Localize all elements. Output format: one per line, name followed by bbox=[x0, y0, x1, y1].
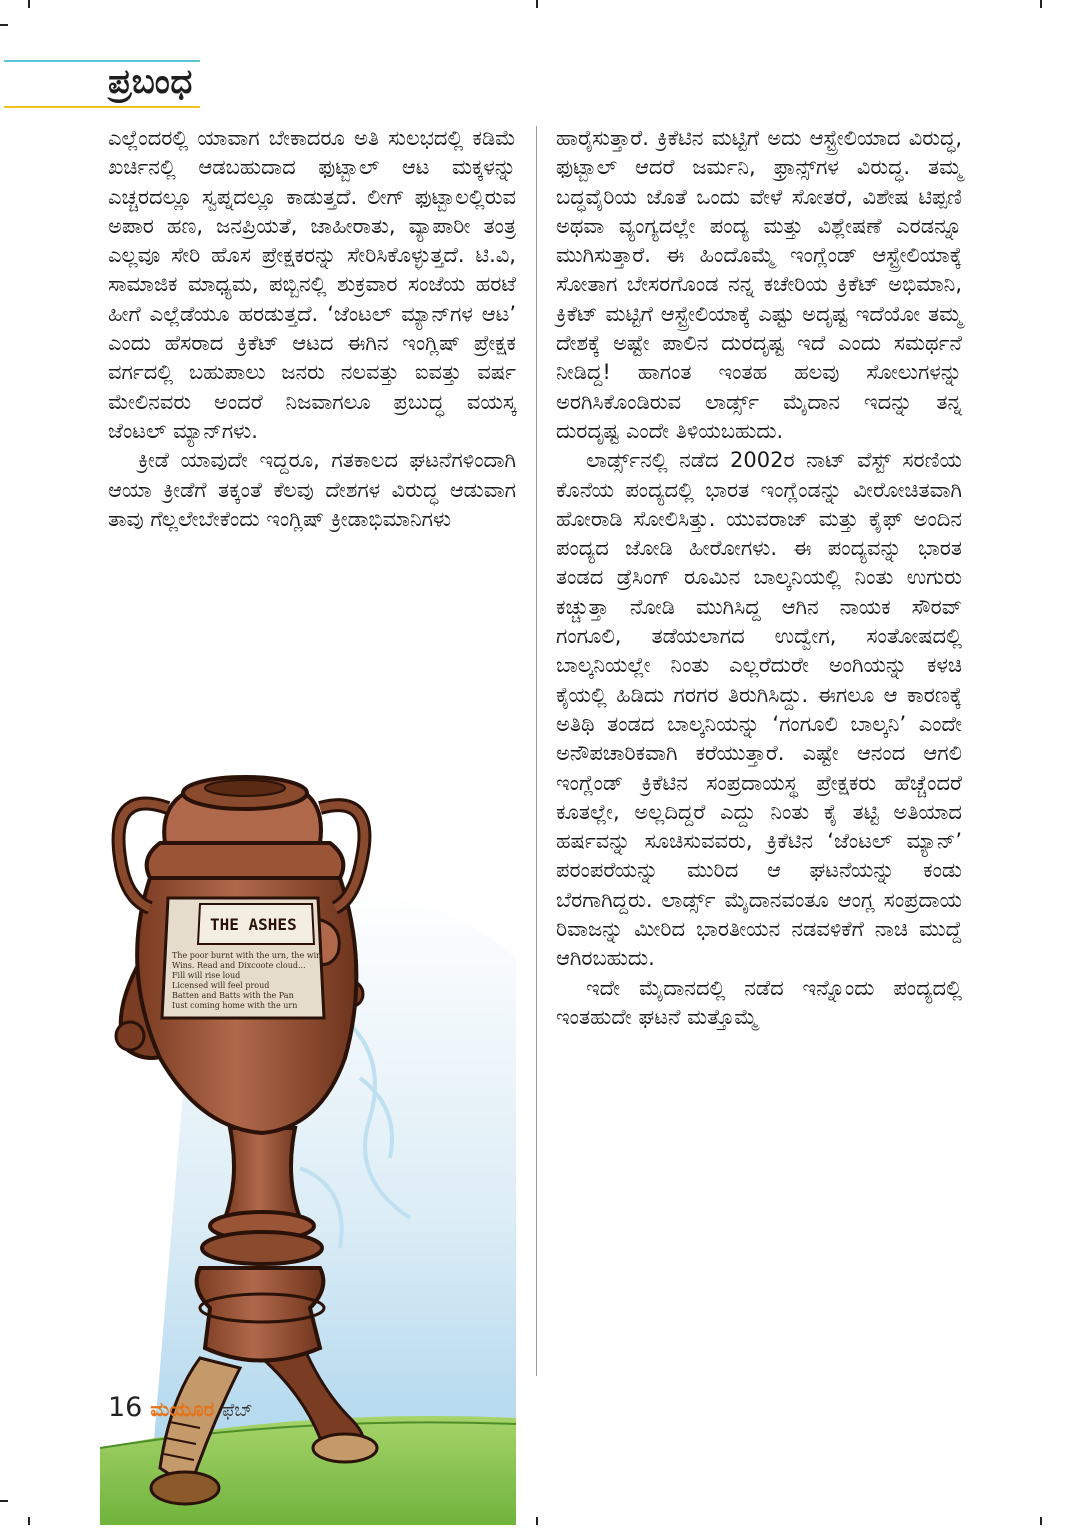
crop-mark bbox=[1040, 0, 1042, 8]
crop-mark bbox=[1040, 1517, 1042, 1525]
article-column-left bbox=[108, 124, 516, 534]
paragraph: ಹಾರೈಸುತ್ತಾರೆ. ಕ್ರಿಕೆಟಿನ ಮಟ್ಟಿಗೆ ಅದು ಆಸ್ಟ್ರೇಲಿಯಾದ ವಿರುದ್ಧ, ಫುಟ್ಬಾಲ್ ಆದರೆ ಜರ್ಮನಿ, ಫ್ರಾನ್ಸ್‌ಗಳ ವಿರುದ್ಧ. ತಮ್ಮ ಬದ್ಧವೈರಿಯ ಜೊತೆ ಒಂದು ವೇಳೆ ಸೋತರೆ, ವಿಶೇಷ ಟಿಪ್ಪಣಿ ಅಥವಾ ವ್ಯಂಗ್ಯದಲ್ಲೇ ಪಂದ್ಯ ಮತ್ತು ವಿಶ್ಲೇಷಣೆ ಎರಡನ್ನೂ ಮುಗಿಸುತ್ತಾರೆ. ಈ ಹಿಂದೊಮ್ಮೆ ಇಂಗ್ಲೆಂಡ್ ಆಸ್ಟ್ರೇಲಿಯಾಕ್ಕೆ ಸೋತಾಗ ಬೇಸರಗೊಂಡ ನನ್ನ ಕಚೇರಿಯ ಕ್ರಿಕೆಟ್ ಅಭಿಮಾನಿ, ಕ್ರಿಕೆಟ್ ಮಟ್ಟಿಗೆ ಆಸ್ಟ್ರೇಲಿಯಾಕ್ಕೆ ಎಷ್ಟು ಅದೃಷ್ಟ ಇದೆಯೋ ತಮ್ಮ ದೇಶಕ್ಕೆ ಅಷ್ಟೇ ಪಾಲಿನ ದುರದೃಷ್ಟ ಇದೆ ಎಂದು ಸಮರ್ಥನೆ ನೀಡಿದ್ದ! ಹಾಗಂತ ಇಂತಹ ಹಲವು ಸೋಲುಗಳನ್ನು ಅರಗಿಸಿಕೊಂಡಿರುವ ಲಾರ್ಡ್ಸ್ ಮೈದಾನ ಇದನ್ನು ತನ್ನ ದುರದೃಷ್ಟ ಎಂದೇ ತಿಳಿಯಬಹುದು. bbox=[556, 126, 962, 443]
crop-mark bbox=[28, 0, 30, 8]
crop-mark bbox=[0, 24, 8, 26]
article-column-right bbox=[556, 124, 962, 1032]
paragraph: ಎಲ್ಲೆಂದರಲ್ಲಿ ಯಾವಾಗ ಬೇಕಾದರೂ ಅತಿ ಸುಲಭದಲ್ಲಿ ಕಡಿಮೆ ಖರ್ಚಿನಲ್ಲಿ ಆಡಬಹುದಾದ ಫುಟ್ಬಾಲ್ ಆಟ ಮಕ್ಕಳನ್ನು ಎಚ್ಚರದಲ್ಲೂ ಸ್ವಪ್ನದಲ್ಲೂ ಕಾಡುತ್ತದೆ. ಲೀಗ್ ಫುಟ್ಬಾಲಲ್ಲಿರುವ ಅಪಾರ ಹಣ, ಜನಪ್ರಿಯತೆ, ಜಾಹೀರಾತು, ವ್ಯಾಪಾರೀ ತಂತ್ರ ಎಲ್ಲವೂ ಸೇರಿ ಹೊಸ ಪ್ರೇಕ್ಷಕರನ್ನು ಸೇರಿಸಿಕೊಳ್ಳುತ್ತದೆ. ಟಿ.ವಿ, ಸಾಮಾಜಿಕ ಮಾಧ್ಯಮ, ಪಬ್ಬಿನಲ್ಲಿ ಶುಕ್ರವಾರ ಸಂಜೆಯ ಹರಟೆ ಹೀಗೆ ಎಲ್ಲೆಡೆಯೂ ಹರಡುತ್ತದೆ. ‘ಜೆಂಟಲ್ ಮ್ಯಾನ್‌ಗಳ ಆಟ’ ಎಂದು ಹೆಸರಾದ ಕ್ರಿಕೆಟ್ ಆಟದ ಈಗಿನ ಇಂಗ್ಲಿಷ್ ಪ್ರೇಕ್ಷಕ ವರ್ಗದಲ್ಲಿ ಬಹುಪಾಲು ಜನರು ನಲವತ್ತು ಐವತ್ತು ವರ್ಷ ಮೇಲಿನವರು ಅಂದರೆ ನಿಜವಾಗಲೂ ಪ್ರಬುದ್ಧ ವಯಸ್ಕ ಜೆಂಟಲ್ ಮ್ಯಾನ್‌ಗಳು. bbox=[108, 126, 516, 443]
paragraph: ಲಾರ್ಡ್ಸ್‌ನಲ್ಲಿ ನಡೆದ 2002ರ ನಾಟ್ ವೆಸ್ಟ್ ಸರಣಿಯ ಕೊನೆಯ ಪಂದ್ಯದಲ್ಲಿ ಭಾರತ ಇಂಗ್ಲೆಂಡನ್ನು ವೀರೋಚಿತವಾಗಿ ಹೋರಾಡಿ ಸೋಲಿಸಿತ್ತು. ಯುವರಾಜ್ ಮತ್ತು ಕೈಫ್ ಅಂದಿನ ಪಂದ್ಯದ ಜೋಡಿ ಹೀರೋಗಳು. ಈ ಪಂದ್ಯವನ್ನು ಭಾರತ ತಂಡದ ಡ್ರೆಸಿಂಗ್ ರೂಮಿನ ಬಾಲ್ಕನಿಯಲ್ಲಿ ನಿಂತು ಉಗುರು ಕಚ್ಚುತ್ತಾ ನೋಡಿ ಮುಗಿಸಿದ್ದ ಆಗಿನ ನಾಯಕ ಸೌರವ್ ಗಂಗೂಲಿ, ತಡೆಯಲಾಗದ ಉದ್ವೇಗ, ಸಂತೋಷದಲ್ಲಿ ಬಾಲ್ಕನಿಯಲ್ಲೇ ನಿಂತು ಎಲ್ಲರೆದುರೇ ಅಂಗಿಯನ್ನು ಕಳಚಿ ಕೈಯಲ್ಲಿ ಹಿಡಿದು ಗರಗರ ತಿರುಗಿಸಿದ್ದು. ಈಗಲೂ ಆ ಕಾರಣಕ್ಕೆ ಅತಿಥಿ ತಂಡದ ಬಾಲ್ಕನಿಯನ್ನು ‘ಗಂಗೂಲಿ ಬಾಲ್ಕನಿ’ ಎಂದೇ ಅನೌಪಚಾರಿಕವಾಗಿ ಕರೆಯುತ್ತಾರೆ. ಎಷ್ಟೇ ಆನಂದ ಆಗಲಿ ಇಂಗ್ಲೆಂಡ್ ಕ್ರಿಕೆಟಿನ ಸಂಪ್ರದಾಯಸ್ಥ ಪ್ರೇಕ್ಷಕರು ಹೆಚ್ಚೆಂದರೆ ಕೂತಲ್ಲೇ, ಅಲ್ಲದಿದ್ದರೆ ಎದ್ದು ನಿಂತು ಕೈ ತಟ್ಟಿ ಅತಿಯಾದ ಹರ್ಷವನ್ನು ಸೂಚಿಸುವವರು, ಕ್ರಿಕೆಟಿನ ‘ಜೆಂಟಲ್ ಮ್ಯಾನ್’ ಪರಂಪರೆಯನ್ನು ಮುರಿದ ಆ ಘಟನೆಯನ್ನು ಕಂಡು ಬೆರಗಾಗಿದ್ದರು. ಲಾರ್ಡ್ಸ್ ಮೈದಾನವಂತೂ ಆಂಗ್ಲ ಸಂಪ್ರದಾಯ ರಿವಾಜನ್ನು ಮೀರಿದ ಭಾರತೀಯನ ನಡವಳಿಕೆಗೆ ನಾಚಿ ಮುದ್ದೆ ಆಗಿರಬಹುದು. bbox=[556, 448, 962, 971]
ashes-label: THE ASHES bbox=[210, 915, 297, 934]
paragraph: ಇದೇ ಮೈದಾನದಲ್ಲಿ ನಡೆದ ಇನ್ನೊಂದು ಪಂದ್ಯದಲ್ಲಿ ಇಂತಹುದೇ ಘಟನೆ ಮತ್ತೊಮ್ಮೆ bbox=[556, 975, 962, 1029]
urn-verse-line: Fill will rise loud bbox=[172, 971, 241, 980]
urn-verse-line: Wins. Read and Dixcoote cloud... bbox=[172, 961, 306, 970]
column-divider bbox=[536, 126, 537, 1376]
page-folio bbox=[108, 1392, 253, 1423]
paragraph: ಕ್ರೀಡೆ ಯಾವುದೇ ಇದ್ದರೂ, ಗತಕಾಲದ ಘಟನೆಗಳಿಂದಾಗಿ ಆಯಾ ಕ್ರೀಡೆಗೆ ತಕ್ಕಂತೆ ಕೆಲವು ದೇಶಗಳ ವಿರುದ್ಧ ಆಡುವಾಗ ತಾವು ಗೆಲ್ಲಲೇಬೇಕೆಂದು ಇಂಗ್ಲಿಷ್ ಕ್ರೀಡಾಭಿಮಾನಿಗಳು bbox=[108, 448, 516, 531]
page-number: 16 bbox=[108, 1392, 143, 1423]
urn-verse-line: The poor burnt with the urn, the win bbox=[172, 951, 322, 960]
magazine-name: ಮಯೂರ bbox=[150, 1397, 215, 1421]
urn-verse-line: Iust coming home with the urn bbox=[172, 1001, 298, 1010]
urn-verse-line: Batten and Batts with the Pan bbox=[172, 991, 294, 1000]
ashes-urn-illustration bbox=[0, 748, 540, 1525]
urn-verse-line: Licensed will feel proud bbox=[172, 981, 270, 990]
header-rule-bottom bbox=[4, 106, 200, 108]
crop-mark bbox=[536, 0, 538, 8]
issue-month: ಫೆಬ್ bbox=[222, 1400, 253, 1421]
section-label: ಪ್ರಬಂಧ bbox=[108, 62, 193, 102]
